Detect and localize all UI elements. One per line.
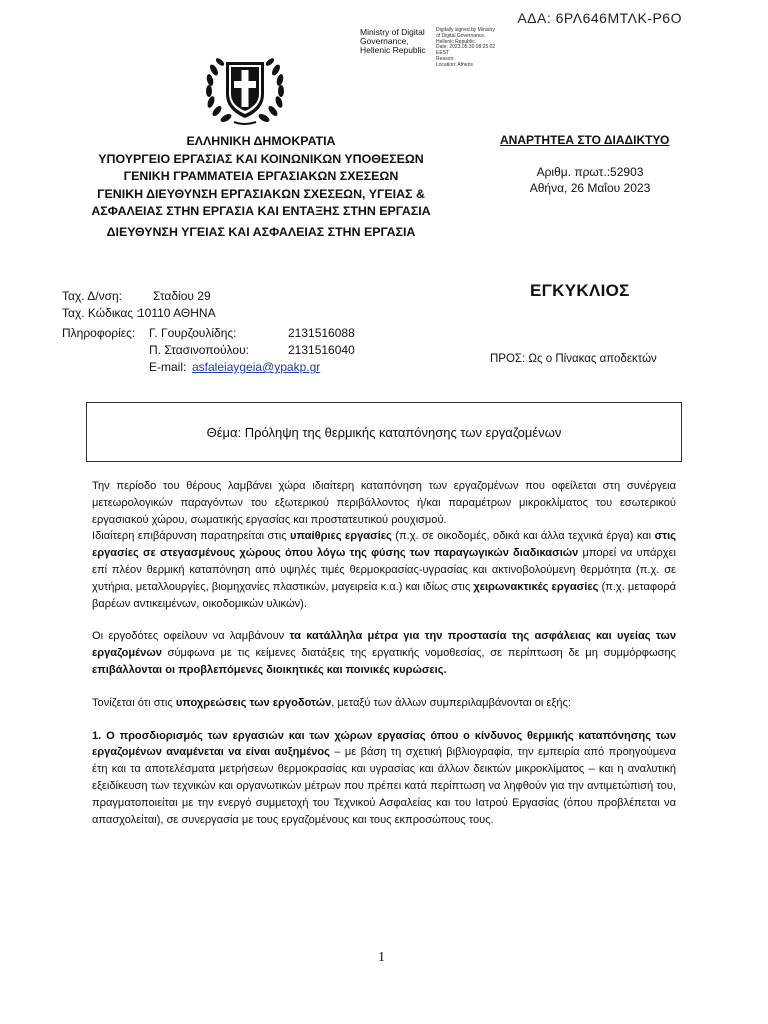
contact-phone: 2131516088 <box>288 326 355 340</box>
address-value: Σταδίου 29 <box>153 289 211 303</box>
document-type-title: ΕΓΚΥΚΛΙΟΣ <box>530 281 630 300</box>
page-number: 1 <box>378 950 385 965</box>
info-label: Πληροφορίες: <box>62 326 136 340</box>
subject-box <box>86 402 682 462</box>
protocol-number: Αριθμ. πρωτ.:52903 <box>536 165 644 179</box>
place-date: Αθήνα, 26 Μαΐου 2023 <box>529 181 651 195</box>
ada-code: ΑΔΑ: 6ΡΛ646ΜΤΛΚ-Ρ6Ο <box>517 10 682 26</box>
protocol-block <box>500 164 680 196</box>
paragraph: 1. Ο προσδιορισμός των εργασιών και των χώρων εργασίας όπου ο κίνδυνος θερμικής καταπόνησης των εργαζομένων αναμένεται να είναι αυξημένος – με βάση τη σχετική βιβλιογραφία, την εμπειρία από προηγούμενα έτη και τα αποτελέσματα μετρήσεων θερμοκρασίας και υγρασίας και άλλων δεικτών μικροκλίματος – και η αναλυτική εξειδίκευση των τεχνικών και οργανωτικών μέτρων που πρέπει κατά περίπτωση να ληφθούν για την αντιμετώπισή του, πραγματοποιείται με την ενεργό συμμετοχή του Τεχνικού Ασφαλείας και του Ιατρού Εργασίας (όπου προβλέπεται να απασχολείται), σε συνεργασία με τους εργαζομένους και τους εκπροσώπους τους. <box>92 729 676 826</box>
address-label: Ταχ. Δ/νση: <box>62 289 123 303</box>
issuing-authority <box>76 133 446 242</box>
postcode-value: 10110 ΑΘΗΝΑ <box>138 306 216 320</box>
contact-person: Π. Στασινοπούλου: <box>149 343 249 357</box>
contact-phone: 2131516040 <box>288 343 355 357</box>
recipients: ΠΡΟΣ: Ως ο Πίνακας αποδεκτών <box>490 353 657 365</box>
contact-person: Γ. Γουρζουλίδης: <box>149 326 237 340</box>
authority-line: ΓΕΝΙΚΗ ΓΡΑΜΜΑΤΕΙΑ ΕΡΓΑΣΙΑΚΩΝ ΣΧΕΣΕΩΝ <box>123 169 399 184</box>
authority-line: ΑΣΦΑΛΕΙΑΣ ΣΤΗΝ ΕΡΓΑΣΙΑ ΚΑΙ ΕΝΤΑΞΗΣ ΣΤΗΝ ΕΡΓΑΣΙΑ <box>91 204 431 219</box>
signature-ministry: Ministry of Digital Governance, Hellenic Republic <box>360 27 426 55</box>
email-label: E-mail: <box>149 360 187 374</box>
hellenic-republic-emblem-icon <box>200 48 290 128</box>
digital-signature-stamp <box>358 26 518 80</box>
postcode-label: Ταχ. Κώδικας : <box>62 306 140 320</box>
subject-text: Θέμα: Πρόληψη της θερμικής καταπόνησης των εργαζομένων <box>206 424 562 440</box>
authority-line: ΓΕΝΙΚΗ ΔΙΕΥΘΥΝΣΗ ΕΡΓΑΣΙΑΚΩΝ ΣΧΕΣΕΩΝ, ΥΓΕΙΑΣ & <box>97 186 425 201</box>
paragraph: Την περίοδο του θέρους λαμβάνει χώρα ιδιαίτερη καταπόνηση των εργαζομένων που οφείλεται στη συνέργεια μετεωρολογικών παραγόντων του εξωτερικού περιβάλλοντος ή/και παραμέτρων μικροκλίματος του εσωτερικού εργασιακού χώρου, σωματικής εργασίας και προστατευτικού ρουχισμού. <box>92 480 676 526</box>
paragraph: Ιδιαίτερη επιβάρυνση παρατηρείται στις υπαίθριες εργασίες (π.χ. σε οικοδομές, οδικά και άλλα τεχνικά έργα) και στις εργασίες σε στεγασμένους χώρους όπου λόγω της φύσης των παραγωγικών διαδικασιών μπορεί να υπάρχει επί πλέον θερμική καταπόνηση από υψηλές τιμές θερμοκρασίας-υγρασίας και ακτινοβολούμενη θερμότητα (π.χ. σε χυτήρια, μεταλλουργίες, βιομηχανίες πλαστικών, μαγειρεία κ.α.) και ιδίως στις χειρωνακτικές εργασίες (π.χ. μεταφορά βαρέων αντικειμένων, οικοδομικών υλικών). <box>92 530 676 610</box>
authority-line: ΕΛΛΗΝΙΚΗ ΔΗΜΟΚΡΑΤΙΑ <box>186 134 336 148</box>
post-online-notice: ΑΝΑΡΤΗΤΕΑ ΣΤΟ ΔΙΑΔΙΚΤΥΟ <box>500 133 670 147</box>
email-link[interactable]: asfaleiaygeia@ypakp.gr <box>192 360 321 374</box>
authority-line: ΥΠΟΥΡΓΕΙΟ ΕΡΓΑΣΙΑΣ ΚΑΙ ΚΟΙΝΩΝΙΚΩΝ ΥΠΟΘΕΣΕΩΝ <box>98 151 424 166</box>
authority-line: ΔΙΕΥΘΥΝΣΗ ΥΓΕΙΑΣ ΚΑΙ ΑΣΦΑΛΕΙΑΣ ΣΤΗΝ ΕΡΓΑΣΙΑ <box>106 224 416 239</box>
paragraph: Τονίζεται ότι στις υποχρεώσεις των εργοδοτών, μεταξύ των άλλων συμπεριλαμβάνονται οι εξής: <box>92 696 571 709</box>
document-body <box>92 478 676 828</box>
signature-details: Digitally signed by Ministry of Digital Governance, Hellenic Republic Date: 2023.05.30 08:25:02 EEST Reason: Location: Athens <box>436 27 496 68</box>
paragraph: Οι εργοδότες οφείλουν να λαμβάνουν τα κατάλληλα μέτρα για την προστασία της ασφάλειας και υγείας των εργαζομένων σύμφωνα με τις κείμενες διατάξεις της εργατικής νομοθεσίας, σε περίπτωση δε μη συμμόρφωσης επιβάλλονται οι προβλεπόμενες διοικητικές και ποινικές κυρώσεις. <box>92 630 676 676</box>
